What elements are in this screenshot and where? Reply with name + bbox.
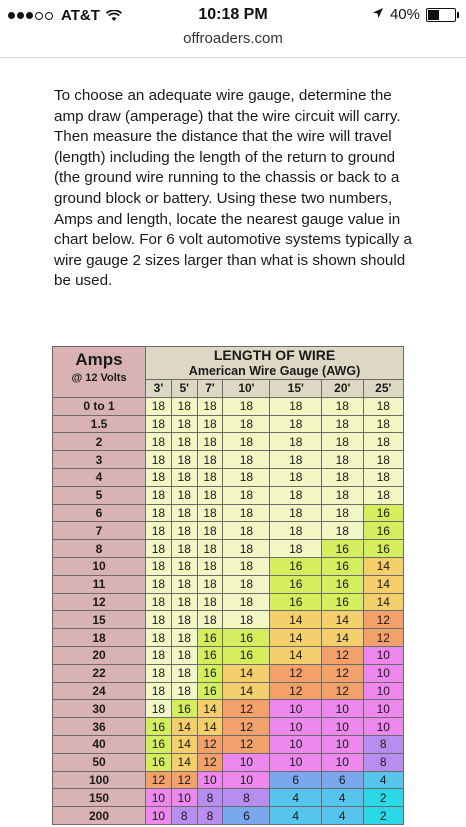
gauge-cell: 18 — [363, 451, 404, 469]
table-row — [53, 735, 404, 753]
gauge-cell: 18 — [171, 629, 197, 647]
gauge-cell: 18 — [146, 700, 172, 718]
gauge-cell: 12 — [270, 682, 322, 700]
gauge-cell: 18 — [171, 415, 197, 433]
gauge-cell: 18 — [270, 504, 322, 522]
amps-cell: 5 — [53, 486, 146, 504]
gauge-cell: 16 — [197, 682, 223, 700]
amps-cell: 10 — [53, 557, 146, 575]
divider — [0, 57, 466, 58]
status-right — [372, 6, 456, 23]
gauge-cell: 18 — [171, 682, 197, 700]
gauge-cell: 18 — [270, 486, 322, 504]
gauge-cell: 12 — [363, 629, 404, 647]
gauge-cell: 18 — [270, 433, 322, 451]
length-column-header: 5' — [171, 380, 197, 398]
gauge-cell: 18 — [146, 575, 172, 593]
gauge-cell: 16 — [363, 504, 404, 522]
gauge-cell: 18 — [197, 433, 223, 451]
gauge-cell: 18 — [171, 468, 197, 486]
gauge-cell: 12 — [223, 700, 270, 718]
gauge-cell: 18 — [197, 522, 223, 540]
gauge-cell: 4 — [363, 771, 404, 789]
table-row — [53, 700, 404, 718]
table-row — [53, 486, 404, 504]
table-row — [53, 611, 404, 629]
gauge-cell: 10 — [322, 735, 363, 753]
table-row — [53, 575, 404, 593]
gauge-cell: 18 — [223, 486, 270, 504]
gauge-cell: 10 — [146, 807, 172, 825]
gauge-cell: 16 — [270, 557, 322, 575]
table-row — [53, 646, 404, 664]
gauge-cell: 12 — [197, 753, 223, 771]
gauge-cell: 18 — [223, 611, 270, 629]
gauge-cell: 18 — [171, 557, 197, 575]
battery-icon — [426, 8, 456, 22]
gauge-cell: 18 — [363, 468, 404, 486]
gauge-cell: 4 — [270, 789, 322, 807]
gauge-cell: 10 — [270, 718, 322, 736]
location-arrow-icon — [372, 6, 384, 23]
gauge-cell: 10 — [322, 700, 363, 718]
gauge-cell: 6 — [322, 771, 363, 789]
gauge-cell: 18 — [146, 646, 172, 664]
gauge-cell: 10 — [171, 789, 197, 807]
gauge-cell: 18 — [322, 451, 363, 469]
amps-cell: 0 to 1 — [53, 397, 146, 415]
gauge-cell: 18 — [171, 522, 197, 540]
gauge-cell: 14 — [363, 557, 404, 575]
gauge-cell: 8 — [363, 753, 404, 771]
gauge-cell: 14 — [197, 718, 223, 736]
gauge-cell: 12 — [322, 664, 363, 682]
gauge-cell: 18 — [146, 593, 172, 611]
gauge-cell: 10 — [322, 753, 363, 771]
amps-cell: 50 — [53, 753, 146, 771]
amps-cell: 40 — [53, 735, 146, 753]
gauge-cell: 10 — [223, 771, 270, 789]
gauge-cell: 4 — [322, 807, 363, 825]
gauge-cell: 18 — [171, 486, 197, 504]
gauge-cell: 14 — [270, 629, 322, 647]
amps-subtitle: @ 12 Volts — [71, 372, 127, 384]
gauge-cell: 12 — [223, 735, 270, 753]
gauge-cell: 12 — [270, 664, 322, 682]
gauge-cell: 18 — [146, 468, 172, 486]
gauge-cell: 14 — [171, 735, 197, 753]
battery-percentage: 40% — [389, 6, 420, 23]
gauge-cell: 18 — [171, 611, 197, 629]
gauge-cell: 16 — [146, 718, 172, 736]
gauge-cell: 18 — [363, 486, 404, 504]
gauge-cell: 16 — [363, 522, 404, 540]
address-bar[interactable]: offroaders.com — [183, 30, 283, 47]
gauge-cell: 18 — [322, 504, 363, 522]
gauge-cell: 18 — [223, 468, 270, 486]
table-row — [53, 718, 404, 736]
gauge-cell: 18 — [223, 557, 270, 575]
amps-cell: 100 — [53, 771, 146, 789]
gauge-cell: 18 — [146, 682, 172, 700]
table-row — [53, 682, 404, 700]
gauge-cell: 12 — [322, 682, 363, 700]
length-column-header: 15' — [270, 380, 322, 398]
gauge-cell: 18 — [270, 415, 322, 433]
amps-cell: 8 — [53, 540, 146, 558]
gauge-cell: 18 — [223, 504, 270, 522]
table-row — [53, 771, 404, 789]
gauge-cell: 16 — [146, 753, 172, 771]
gauge-cell: 18 — [197, 593, 223, 611]
gauge-cell: 16 — [363, 540, 404, 558]
gauge-cell: 16 — [223, 629, 270, 647]
gauge-cell: 18 — [197, 557, 223, 575]
gauge-cell: 10 — [363, 646, 404, 664]
gauge-cell: 16 — [197, 646, 223, 664]
gauge-cell: 18 — [270, 397, 322, 415]
table-row — [53, 664, 404, 682]
gauge-cell: 16 — [197, 664, 223, 682]
gauge-cell: 18 — [223, 433, 270, 451]
gauge-cell: 18 — [223, 522, 270, 540]
gauge-cell: 18 — [363, 415, 404, 433]
gauge-cell: 14 — [197, 700, 223, 718]
status-bar — [0, 0, 466, 30]
gauge-cell: 18 — [223, 540, 270, 558]
gauge-cell: 18 — [197, 397, 223, 415]
gauge-cell: 10 — [270, 735, 322, 753]
amps-title: Amps — [75, 350, 123, 369]
gauge-cell: 18 — [171, 540, 197, 558]
length-column-header: 20' — [322, 380, 363, 398]
gauge-cell: 18 — [146, 611, 172, 629]
amps-cell: 18 — [53, 629, 146, 647]
amps-cell: 150 — [53, 789, 146, 807]
gauge-cell: 4 — [322, 789, 363, 807]
gauge-cell: 18 — [322, 397, 363, 415]
gauge-cell: 18 — [146, 451, 172, 469]
gauge-cell: 18 — [223, 575, 270, 593]
gauge-cell: 18 — [146, 415, 172, 433]
gauge-cell: 16 — [322, 557, 363, 575]
table-row — [53, 397, 404, 415]
gauge-cell: 10 — [197, 771, 223, 789]
gauge-cell: 18 — [197, 468, 223, 486]
gauge-cell: 16 — [322, 575, 363, 593]
intro-paragraph: To choose an adequate wire gauge, determine the amp draw (amperage) that the wire circuit will carry. Then measure the distance that the wire will travel (length) including the length of the return to ground (the ground wire running to the chassis or back to a ground block or battery. Using these two numbers, Amps and length, locate the nearest gauge value in chart below. For 6 volt automotive systems typically a wire gauge 2 sizes larger than what is shown should be used. — [54, 87, 412, 290]
gauge-cell: 18 — [171, 433, 197, 451]
table-row — [53, 593, 404, 611]
gauge-cell: 18 — [146, 504, 172, 522]
length-column-header: 7' — [197, 380, 223, 398]
amps-cell: 4 — [53, 468, 146, 486]
table-row — [53, 629, 404, 647]
gauge-cell: 18 — [146, 522, 172, 540]
gauge-cell: 12 — [146, 771, 172, 789]
length-column-header: 3' — [146, 380, 172, 398]
gauge-cell: 14 — [270, 646, 322, 664]
gauge-cell: 18 — [171, 664, 197, 682]
gauge-cell: 14 — [171, 753, 197, 771]
gauge-cell: 18 — [171, 646, 197, 664]
gauge-cell: 18 — [146, 629, 172, 647]
gauge-cell: 16 — [146, 735, 172, 753]
gauge-cell: 18 — [322, 433, 363, 451]
gauge-cell: 18 — [270, 540, 322, 558]
gauge-cell: 8 — [197, 789, 223, 807]
amps-cell: 2 — [53, 433, 146, 451]
gauge-cell: 18 — [197, 540, 223, 558]
amps-cell: 6 — [53, 504, 146, 522]
table-row — [53, 789, 404, 807]
gauge-cell: 10 — [270, 753, 322, 771]
gauge-cell: 4 — [270, 807, 322, 825]
table-row — [53, 557, 404, 575]
gauge-cell: 18 — [197, 575, 223, 593]
amps-cell: 11 — [53, 575, 146, 593]
gauge-cell: 18 — [322, 522, 363, 540]
gauge-cell: 18 — [363, 397, 404, 415]
amps-header — [53, 347, 146, 398]
gauge-cell: 18 — [171, 593, 197, 611]
gauge-cell: 14 — [363, 575, 404, 593]
amps-cell: 1.5 — [53, 415, 146, 433]
amps-cell: 36 — [53, 718, 146, 736]
gauge-cell: 14 — [223, 682, 270, 700]
gauge-cell: 8 — [171, 807, 197, 825]
amps-cell: 200 — [53, 807, 146, 825]
gauge-cell: 18 — [223, 451, 270, 469]
amps-cell: 22 — [53, 664, 146, 682]
gauge-cell: 8 — [223, 789, 270, 807]
amps-cell: 30 — [53, 700, 146, 718]
gauge-cell: 18 — [146, 664, 172, 682]
gauge-cell: 8 — [363, 735, 404, 753]
gauge-cell: 16 — [322, 593, 363, 611]
length-column-header: 25' — [363, 380, 404, 398]
gauge-cell: 16 — [223, 646, 270, 664]
clock: 10:18 PM — [198, 6, 268, 23]
table-body — [53, 397, 404, 824]
length-column-header: 10' — [223, 380, 270, 398]
gauge-cell: 16 — [270, 593, 322, 611]
gauge-cell: 14 — [322, 611, 363, 629]
gauge-cell: 18 — [322, 468, 363, 486]
amps-cell: 20 — [53, 646, 146, 664]
gauge-cell: 18 — [197, 415, 223, 433]
gauge-cell: 18 — [363, 433, 404, 451]
gauge-cell: 16 — [270, 575, 322, 593]
gauge-cell: 18 — [171, 504, 197, 522]
gauge-cell: 12 — [322, 646, 363, 664]
gauge-cell: 12 — [363, 611, 404, 629]
gauge-cell: 14 — [322, 629, 363, 647]
gauge-cell: 12 — [197, 735, 223, 753]
gauge-cell: 8 — [197, 807, 223, 825]
gauge-cell: 10 — [363, 664, 404, 682]
gauge-cell: 18 — [322, 486, 363, 504]
length-header — [146, 347, 404, 380]
gauge-cell: 6 — [223, 807, 270, 825]
gauge-cell: 10 — [223, 753, 270, 771]
gauge-cell: 14 — [270, 611, 322, 629]
gauge-cell: 18 — [223, 397, 270, 415]
gauge-cell: 14 — [363, 593, 404, 611]
gauge-cell: 18 — [197, 504, 223, 522]
length-title: LENGTH OF WIRE — [213, 347, 336, 363]
gauge-cell: 12 — [171, 771, 197, 789]
gauge-cell: 18 — [171, 451, 197, 469]
gauge-cell: 18 — [270, 522, 322, 540]
gauge-cell: 14 — [223, 664, 270, 682]
table-row — [53, 433, 404, 451]
table-row — [53, 807, 404, 825]
gauge-cell: 10 — [270, 700, 322, 718]
gauge-cell: 18 — [146, 540, 172, 558]
amps-cell: 15 — [53, 611, 146, 629]
gauge-cell: 18 — [223, 415, 270, 433]
table-row — [53, 540, 404, 558]
gauge-cell: 18 — [197, 486, 223, 504]
gauge-cell: 16 — [322, 540, 363, 558]
wire-gauge-table — [52, 346, 404, 825]
gauge-cell: 16 — [171, 700, 197, 718]
gauge-cell: 18 — [197, 451, 223, 469]
length-subtitle: American Wire Gauge (AWG) — [188, 364, 361, 378]
amps-cell: 7 — [53, 522, 146, 540]
gauge-cell: 18 — [270, 468, 322, 486]
table-row — [53, 451, 404, 469]
table-row — [53, 522, 404, 540]
gauge-cell: 18 — [146, 486, 172, 504]
gauge-cell: 18 — [197, 611, 223, 629]
gauge-cell: 2 — [363, 807, 404, 825]
gauge-cell: 16 — [197, 629, 223, 647]
gauge-cell: 18 — [171, 575, 197, 593]
gauge-cell: 10 — [363, 682, 404, 700]
gauge-cell: 10 — [322, 718, 363, 736]
gauge-cell: 18 — [146, 433, 172, 451]
gauge-cell: 18 — [322, 415, 363, 433]
table-row — [53, 415, 404, 433]
gauge-cell: 10 — [363, 718, 404, 736]
carrier-name: AT&T — [61, 7, 100, 24]
gauge-cell: 18 — [270, 451, 322, 469]
table-row — [53, 468, 404, 486]
gauge-cell: 6 — [270, 771, 322, 789]
gauge-cell: 10 — [146, 789, 172, 807]
amps-cell: 24 — [53, 682, 146, 700]
gauge-cell: 12 — [223, 718, 270, 736]
gauge-cell: 14 — [171, 718, 197, 736]
gauge-cell: 18 — [146, 557, 172, 575]
amps-cell: 12 — [53, 593, 146, 611]
gauge-cell: 18 — [171, 397, 197, 415]
amps-cell: 3 — [53, 451, 146, 469]
gauge-cell: 10 — [363, 700, 404, 718]
gauge-cell: 18 — [146, 397, 172, 415]
table-row — [53, 753, 404, 771]
gauge-cell: 2 — [363, 789, 404, 807]
table-row — [53, 504, 404, 522]
gauge-cell: 18 — [223, 593, 270, 611]
